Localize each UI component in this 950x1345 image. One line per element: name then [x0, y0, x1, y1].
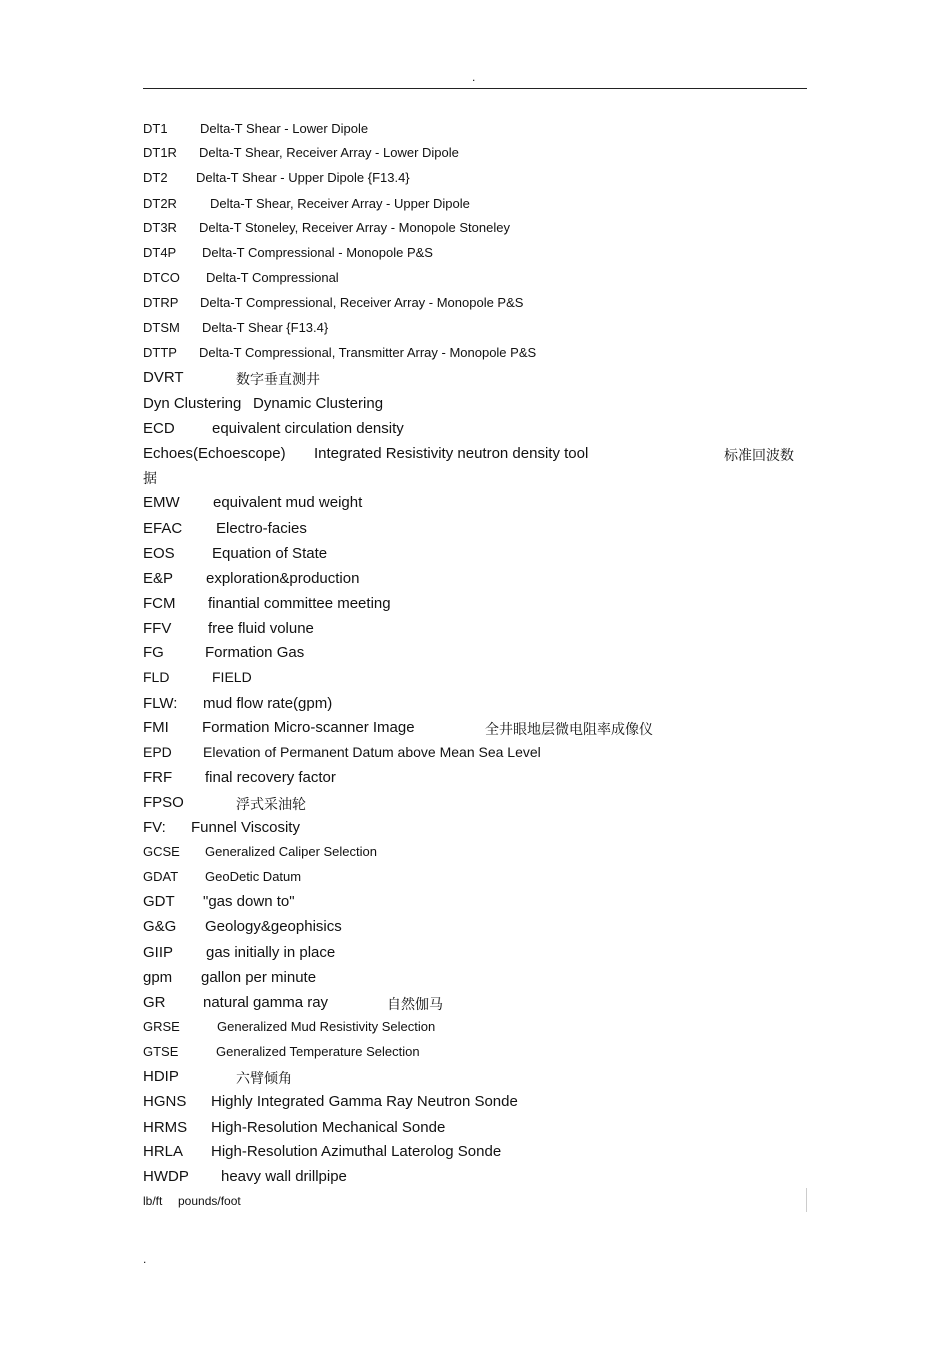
term-definition: Delta-T Compressional — [206, 270, 339, 285]
term-abbr: HRMS — [143, 1119, 188, 1136]
term-definition: Formation Micro-scanner Image — [202, 719, 415, 736]
term-definition: GeoDetic Datum — [205, 869, 302, 884]
footer-dot: . — [143, 1252, 147, 1266]
term-abbr: E&P — [143, 570, 174, 587]
term-abbr: EFAC — [143, 520, 183, 537]
term-definition: Integrated Resistivity neutron density tool — [314, 445, 589, 462]
term-abbr: FPSO — [143, 794, 184, 811]
term-definition: Delta-T Shear - Lower Dipole — [200, 121, 369, 136]
term-definition: Equation of State — [212, 545, 328, 562]
term-abbr: EPD — [143, 744, 172, 760]
term-definition: gallon per minute — [201, 969, 317, 986]
term-definition: Generalized Caliper Selection — [205, 844, 377, 859]
term-abbr: HDIP — [143, 1068, 179, 1085]
term-definition: High-Resolution Mechanical Sonde — [211, 1119, 446, 1136]
term-abbr: EOS — [143, 545, 175, 562]
term-definition: free fluid volune — [208, 620, 314, 637]
term-definition: High-Resolution Azimuthal Laterolog Sonde — [211, 1143, 502, 1160]
term-definition: Dynamic Clustering — [253, 395, 384, 412]
term-abbr: GTSE — [143, 1044, 179, 1059]
term-abbr: DT2R — [143, 196, 177, 211]
term-abbr: Dyn Clustering — [143, 395, 242, 412]
term-definition: mud flow rate(gpm) — [203, 695, 333, 712]
term-abbr: DVRT — [143, 369, 184, 386]
term-abbr: DTSM — [143, 320, 180, 335]
term-definition: Delta-T Shear, Receiver Array - Upper Dipole — [210, 196, 470, 211]
term-chinese: 六臂倾角 — [236, 1071, 292, 1087]
term-abbr: FV: — [143, 819, 166, 836]
term-abbr: GRSE — [143, 1019, 180, 1034]
term-chinese: 全井眼地层微电阻率成像仪 — [485, 722, 653, 738]
term-abbr: FRF — [143, 769, 173, 786]
term-abbr: EMW — [143, 494, 180, 511]
term-definition: Delta-T Shear {F13.4} — [202, 320, 329, 335]
term-abbr: DT1 — [143, 121, 168, 136]
term-definition: pounds/foot — [178, 1194, 241, 1208]
term-chinese-wrap: 据 — [143, 471, 157, 487]
term-definition: final recovery factor — [205, 769, 336, 786]
term-definition: finantial committee meeting — [208, 595, 391, 612]
term-abbr: DTRP — [143, 295, 179, 310]
term-abbr: DT1R — [143, 145, 177, 160]
term-abbr: lb/ft — [143, 1194, 163, 1208]
term-chinese: 数字垂直测井 — [236, 372, 320, 388]
term-abbr: GDT — [143, 893, 175, 910]
term-abbr: FFV — [143, 620, 172, 637]
term-abbr: GCSE — [143, 844, 180, 859]
term-definition: Delta-T Compressional, Transmitter Array - Monopole P&S — [199, 345, 537, 360]
term-abbr: DT3R — [143, 220, 177, 235]
term-abbr: HGNS — [143, 1093, 187, 1110]
term-definition: "gas down to" — [203, 893, 295, 910]
term-definition: gas initially in place — [206, 944, 336, 961]
term-definition: equivalent mud weight — [213, 494, 363, 511]
term-abbr: ECD — [143, 420, 175, 437]
term-definition: Delta-T Stoneley, Receiver Array - Monopole Stoneley — [199, 220, 510, 235]
term-chinese: 自然伽马 — [387, 997, 443, 1013]
term-abbr: FG — [143, 644, 164, 661]
term-definition: Electro-facies — [216, 520, 307, 537]
term-definition: Elevation of Permanent Datum above Mean Sea Level — [203, 744, 541, 760]
term-chinese: 浮式采油轮 — [236, 797, 306, 813]
term-definition: FIELD — [212, 669, 252, 685]
term-abbr: DT4P — [143, 245, 177, 260]
term-abbr: G&G — [143, 918, 177, 935]
term-definition: natural gamma ray — [203, 994, 329, 1011]
term-abbr: Echoes(Echoescope) — [143, 445, 286, 462]
term-abbr: GDAT — [143, 869, 179, 884]
term-abbr: DTCO — [143, 270, 180, 285]
term-definition: Delta-T Shear, Receiver Array - Lower Dipole — [199, 145, 459, 160]
term-abbr: FMI — [143, 719, 169, 736]
term-definition: exploration&production — [206, 570, 360, 587]
term-definition: Delta-T Compressional - Monopole P&S — [202, 245, 433, 260]
term-abbr: HWDP — [143, 1168, 189, 1185]
term-abbr: FCM — [143, 595, 176, 612]
term-abbr: DTTP — [143, 345, 177, 360]
term-definition: Geology&geophisics — [205, 918, 342, 935]
header-rule — [143, 88, 807, 89]
term-abbr: FLW: — [143, 695, 178, 712]
header-dot: . — [472, 70, 476, 84]
term-abbr: GR — [143, 994, 166, 1011]
term-definition: Generalized Temperature Selection — [216, 1044, 420, 1059]
term-chinese: 标准回波数 — [724, 448, 794, 464]
margin-mark — [806, 1188, 807, 1212]
term-definition: Delta-T Compressional, Receiver Array - Monopole P&S — [200, 295, 524, 310]
term-definition: Highly Integrated Gamma Ray Neutron Sonde — [211, 1093, 518, 1110]
term-definition: equivalent circulation density — [212, 420, 404, 437]
term-abbr: gpm — [143, 969, 173, 986]
term-definition: Formation Gas — [205, 644, 305, 661]
term-definition: Generalized Mud Resistivity Selection — [217, 1019, 436, 1034]
term-definition: Funnel Viscosity — [191, 819, 300, 836]
term-definition: heavy wall drillpipe — [221, 1168, 347, 1185]
term-abbr: HRLA — [143, 1143, 184, 1160]
term-abbr: DT2 — [143, 170, 168, 185]
term-abbr: FLD — [143, 669, 170, 685]
term-definition: Delta-T Shear - Upper Dipole {F13.4} — [196, 170, 410, 185]
term-abbr: GIIP — [143, 944, 174, 961]
